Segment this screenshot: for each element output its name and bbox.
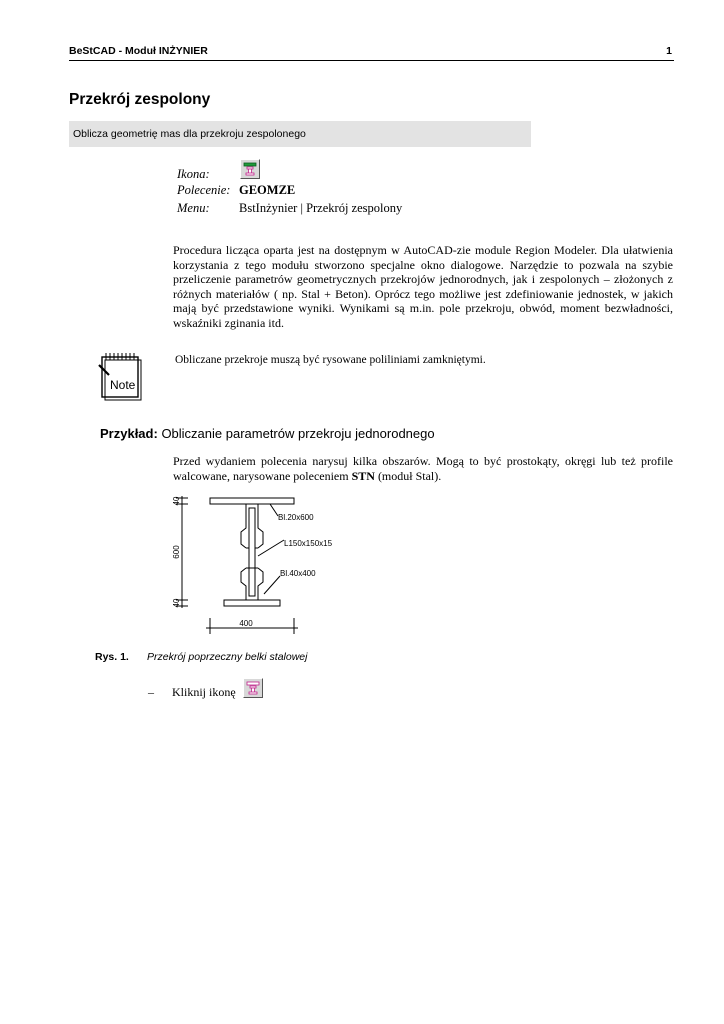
step-text: Kliknij ikonę bbox=[172, 685, 236, 699]
step-dash: – bbox=[148, 685, 154, 699]
example-title: Obliczanie parametrów przekroju jednorodnego bbox=[161, 426, 435, 441]
section-summary-box bbox=[69, 121, 531, 147]
menu-label: Menu: bbox=[177, 201, 210, 215]
composite-section-glyph bbox=[241, 160, 259, 178]
beam-section-figure bbox=[160, 488, 360, 638]
example-label: Przykład: bbox=[100, 426, 158, 441]
dim-bottom: 40 bbox=[172, 598, 181, 608]
section-summary: Oblicza geometrię mas dla przekroju zespolonego bbox=[73, 128, 306, 140]
example-paragraph bbox=[173, 454, 673, 483]
example-heading bbox=[100, 426, 435, 441]
label-angle: L150x150x15 bbox=[284, 539, 333, 548]
caption-number: Rys. 1. bbox=[95, 651, 129, 663]
composite-section-icon[interactable] bbox=[240, 159, 260, 179]
example-text-after: (moduł Stal). bbox=[374, 468, 442, 483]
page-number: 1 bbox=[666, 45, 672, 57]
command-label: Polecenie: bbox=[177, 183, 231, 197]
note-icon bbox=[96, 351, 144, 401]
icon-label: Ikona: bbox=[177, 167, 210, 181]
command-value: GEOMZE bbox=[239, 183, 296, 197]
dim-top: 40 bbox=[172, 496, 181, 506]
figure-caption bbox=[95, 651, 308, 663]
page-header bbox=[69, 44, 674, 61]
example-text-before: Przed wydaniem polecenia narysuj kilka obszarów. Mogą to być prostokąty, okręgi lub też profile walcowane, narysowane poleceniem bbox=[173, 454, 673, 483]
description-paragraph: Procedura licząca oparta jest na dostępnym w AutoCAD-zie module Region Modeler. Dla ułatwienia korzystania z tego modułu stworzono specjalne okno dialogowe. Narzędzie to pozwala na szybie przeliczenie parametrów geometrycznych przekrojów jednorodnych, jak i zespolonych – złożonych z różnych materiałów ( np. Stal + Beton). Oprócz tego możliwe jest zdefiniowanie jednostek, w jakich mają być przedstawione wyniki. Wynikami są m.in. pole przekroju, obwód, moment bezwładności, wskaźniki zginania itd. bbox=[173, 243, 673, 330]
composite-section-icon-inline[interactable] bbox=[243, 678, 263, 698]
example-command: STN bbox=[351, 468, 375, 483]
step-click-icon bbox=[148, 685, 236, 700]
dim-web: 600 bbox=[172, 545, 181, 559]
caption-text: Przekrój poprzeczny belki stalowej bbox=[147, 651, 308, 663]
header-title: BeStCAD - Moduł INŻYNIER bbox=[69, 45, 208, 57]
label-bottom-plate: Bl.40x400 bbox=[280, 569, 316, 578]
menu-value: BstInżynier | Przekrój zespolony bbox=[239, 201, 403, 215]
label-top-plate: Bl.20x600 bbox=[278, 513, 314, 522]
note-icon-label: Note bbox=[110, 378, 136, 392]
dim-width: 400 bbox=[239, 619, 253, 628]
section-title: Przekrój zespolony bbox=[69, 91, 211, 108]
composite-section-inline-glyph bbox=[244, 679, 262, 697]
note-text: Obliczane przekroje muszą być rysowane poliliniami zamkniętymi. bbox=[175, 354, 486, 366]
